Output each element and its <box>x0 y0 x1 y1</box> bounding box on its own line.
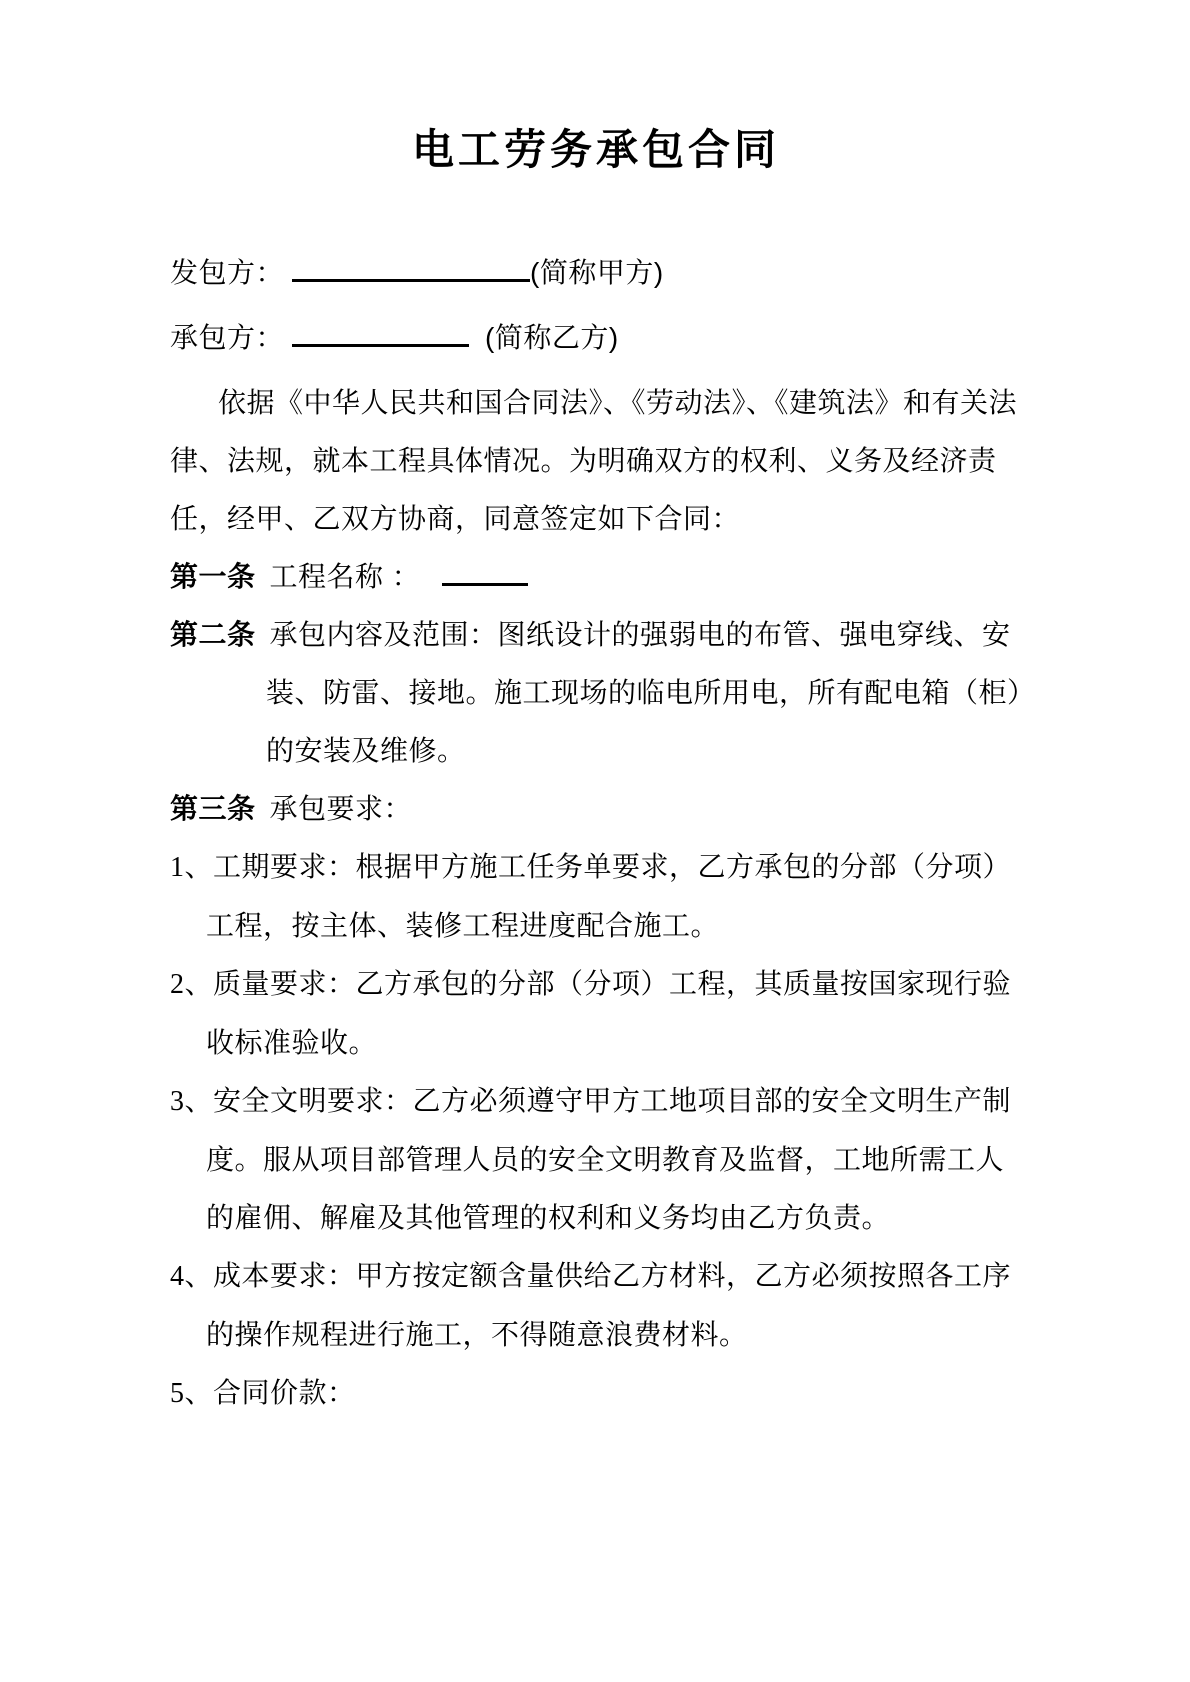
clause-2-text: 承包内容及范围：图纸设计的强弱电的布管、强电穿线、安装、防雷、接地。施工现场的临电所用电，所有配电箱（柜）的安装及维修。 <box>266 619 1022 766</box>
clause-1 <box>170 548 1022 606</box>
party-b-label: 承包方： <box>170 322 285 353</box>
project-name-blank-line <box>442 553 528 586</box>
item-1 <box>170 838 1022 955</box>
item-3 <box>170 1072 1022 1247</box>
item-3-text: 安全文明要求：乙方必须遵守甲方工地项目部的安全文明生产制度。服从项目部管理人员的安全文明教育及监督，工地所需工人的雇佣、解雇及其他管理的权利和义务均由乙方负责。 <box>206 1085 1012 1233</box>
item-3-number: 3、 <box>170 1086 214 1117</box>
party-a-blank-line <box>292 249 530 282</box>
item-4-text: 成本要求：甲方按定额含量供给乙方材料，乙方必须按照各工序的操作规程进行施工，不得随意浪费材料。 <box>206 1260 1012 1350</box>
clause-3 <box>170 780 1022 838</box>
item-4 <box>170 1247 1022 1364</box>
clause-3-text: 承包要求： <box>269 793 413 824</box>
clause-2 <box>170 606 1022 780</box>
page-title: 电工劳务承包合同 <box>411 126 780 173</box>
item-2-text: 质量要求：乙方承包的分部（分项）工程，其质量按国家现行验收标准验收。 <box>206 968 1012 1058</box>
party-a-line <box>170 244 1022 302</box>
item-1-number: 1、 <box>170 852 214 883</box>
clause-3-number: 第三条 <box>170 793 256 824</box>
party-a-suffix: (简称甲方) <box>530 257 664 288</box>
preamble-paragraph: 依据《中华人民共和国合同法》、《劳动法》、《建筑法》和有关法律、法规，就本工程具体情况。为明确双方的权利、义务及经济责任，经甲、乙双方协商，同意签定如下合同： <box>170 387 1018 534</box>
party-b-line <box>170 309 1022 367</box>
item-5-text: 合同价款： <box>213 1377 356 1408</box>
clause-1-number: 第一条 <box>170 561 256 592</box>
party-b-blank-line <box>292 314 469 347</box>
clause-2-number: 第二条 <box>170 619 256 650</box>
item-5 <box>170 1364 1022 1423</box>
item-1-text: 工期要求：根据甲方施工任务单要求，乙方承包的分部（分项）工程，按主体、装修工程进度配合施工。 <box>206 851 1012 941</box>
item-2-number: 2、 <box>170 969 214 1000</box>
clause-1-text: 工程名称 ： <box>269 561 421 592</box>
party-b-suffix: (简称乙方) <box>485 322 619 353</box>
item-5-number: 5、 <box>170 1378 214 1409</box>
item-2 <box>170 955 1022 1072</box>
item-4-number: 4、 <box>170 1261 214 1292</box>
party-a-label: 发包方： <box>170 257 285 288</box>
